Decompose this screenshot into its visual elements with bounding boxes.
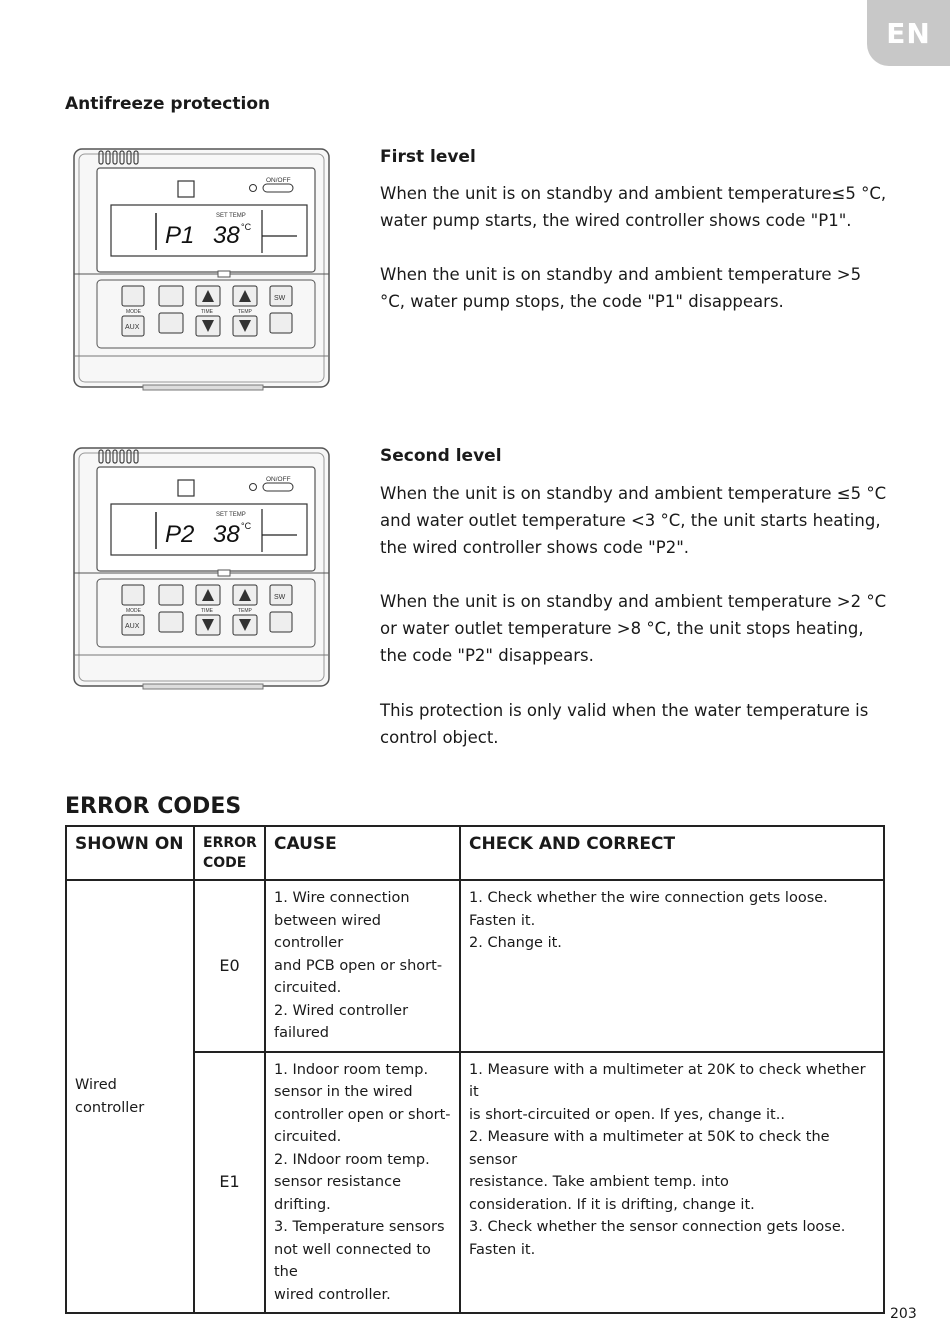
header-error-code-line-1: ERROR [203,835,257,851]
error-code-e0: E0 [194,880,265,1052]
first-level-title: First level [380,147,476,167]
aux-label: AUX [125,623,140,630]
section-title: Antifreeze protection [65,94,271,114]
set-temp-label: SET TEMP [216,213,246,219]
shown-on-cell [66,880,194,1313]
timer-button[interactable] [159,313,183,333]
wired-controller-illustration-p1 [73,146,331,392]
check-line: 3. Check whether the sensor connection gets loose. [469,1219,846,1235]
temp-label: TEMP [238,608,252,614]
cause-line: sensor resistance drifting. [274,1174,402,1213]
header-check: CHECK AND CORRECT [460,826,884,880]
second-level-title: Second level [380,446,502,466]
error-codes-heading: ERROR CODES [65,794,242,819]
second-level-paragraph-1: When the unit is on standby and ambient temperature ≤5 °C and water outlet temperature <3 °C, the unit starts heating, the wired controller shows code "P2". [380,484,887,557]
cause-line: 1. Wire connection [274,890,410,906]
aux-label: AUX [125,324,140,331]
check-cell [460,1052,884,1314]
lcd-temperature: 38 [213,521,240,548]
page-number: 203 [890,1306,917,1322]
cause-line: sensor in the wired [274,1084,413,1100]
sw-label: SW [274,295,286,302]
check-line: Fasten it. [469,1241,536,1258]
timer-button[interactable] [159,612,183,632]
check-line: 1. Check whether the wire connection gets loose. Fasten it. [469,890,828,929]
shown-on-line-1: Wired [75,1077,117,1093]
lcd-unit: °C [241,222,252,232]
second-level-paragraph-2: When the unit is on standby and ambient temperature >2 °C or water outlet temperature >8 °C, the unit stops heating, the code "P2" disappears. [380,592,887,665]
cause-line: 3. Temperature sensors [274,1219,445,1235]
mode-label: MODE [126,309,141,315]
wired-controller-illustration-p2 [73,445,331,691]
table-header-row [66,826,884,880]
header-shown-on: SHOWN ON [66,826,194,880]
mode-button[interactable] [122,585,144,605]
check-line: consideration. If it is drifting, change it. [469,1196,755,1213]
error-code-e1: E1 [194,1052,265,1314]
first-level-paragraph-2: When the unit is on standby and ambient temperature >5 °C, water pump stops, the code "P1" disappears. [380,265,862,311]
cause-cell [265,1052,460,1314]
set-temp-label: SET TEMP [216,512,246,518]
check-line: is short-circuited or open. If yes, change it.. [469,1106,785,1123]
header-error-code [194,826,265,880]
sw-label: SW [274,594,286,601]
power-button[interactable] [159,286,183,306]
onoff-label: ON/OFF [266,476,291,483]
cause-line: and PCB open or short- [274,957,443,974]
cause-line: 1. Indoor room temp. [274,1061,429,1078]
check-line: 2. Measure with a multimeter at 50K to check the sensor [469,1129,830,1168]
time-label: TIME [201,608,213,614]
check-line: 2. Change it. [469,935,562,951]
lcd-unit: °C [241,521,252,531]
mode-label: MODE [126,608,141,614]
cause-line: circuited. [274,1129,342,1145]
cause-line: 2. Wired controller [274,1002,409,1019]
cause-line: 2. INdoor room temp. [274,1151,430,1168]
lcd-temperature: 38 [213,222,240,249]
cause-line: between wired controller [274,912,381,951]
header-cause: CAUSE [265,826,460,880]
lcd-code-p1: P1 [165,222,195,249]
sleep-button[interactable] [270,313,292,333]
table-row [66,880,884,1052]
cause-line: controller open or short- [274,1106,451,1123]
shown-on-line-2: controller [75,1099,145,1116]
first-level-paragraph-1: When the unit is on standby and ambient temperature≤5 °C, water pump starts, the wired controller shows code "P1". [380,184,887,230]
onoff-label: ON/OFF [266,177,291,184]
cause-line: circuited. [274,980,342,996]
header-error-code-line-2: CODE [203,855,247,871]
cause-line: failured [274,1025,330,1041]
check-line: 1. Measure with a multimeter at 20K to check whether it [469,1061,866,1100]
cause-cell [265,880,460,1052]
temp-label: TEMP [238,309,252,315]
power-button[interactable] [159,585,183,605]
time-label: TIME [201,309,213,315]
lcd-code-p2: P2 [165,521,195,548]
sleep-button[interactable] [270,612,292,632]
error-codes-table [65,825,885,1314]
cause-line: wired controller. [274,1286,391,1303]
check-cell [460,880,884,1052]
mode-button[interactable] [122,286,144,306]
check-line: resistance. Take ambient temp. into [469,1174,729,1190]
cause-line: not well connected to the [274,1241,431,1280]
second-level-paragraph-3: This protection is only valid when the water temperature is control object. [380,701,869,747]
language-tab: EN [867,0,950,66]
